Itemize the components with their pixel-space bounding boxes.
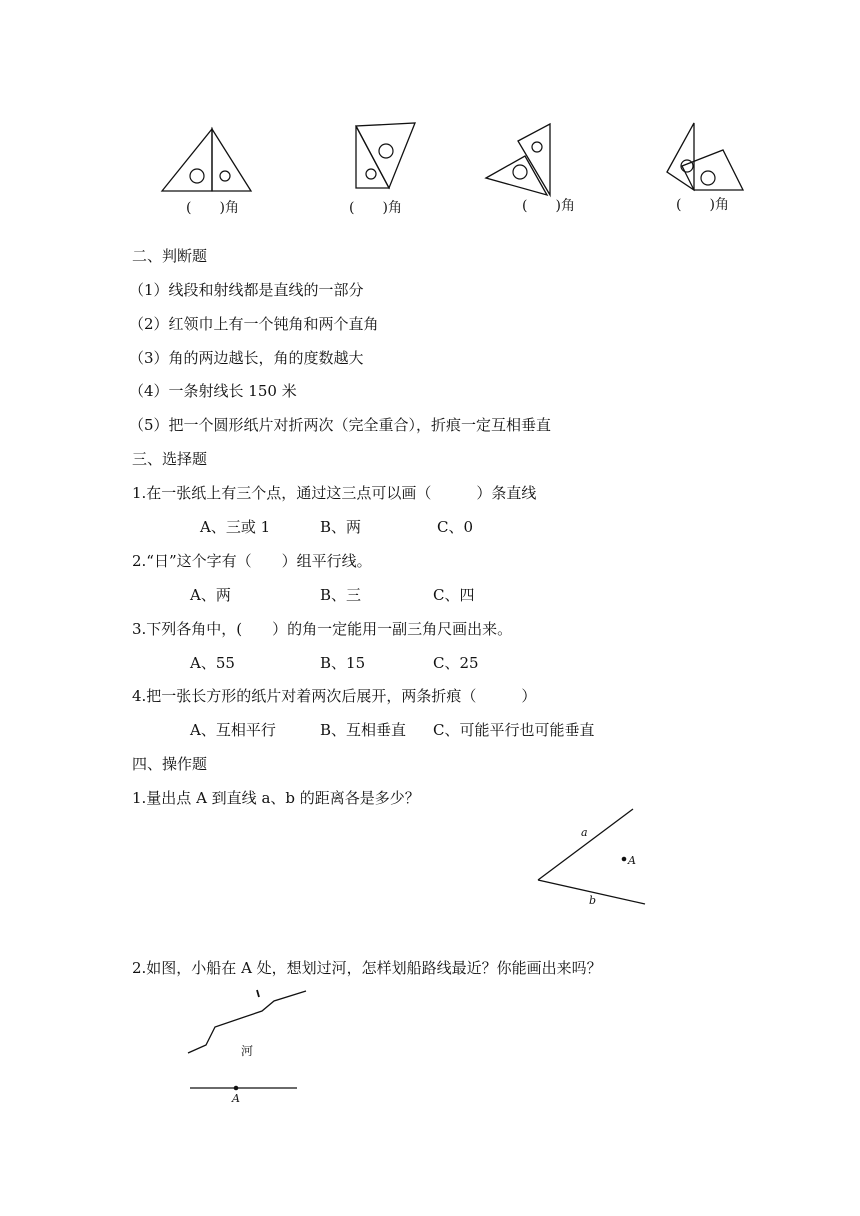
question-3-stem: 3.下列各角中，( ）的角一定能用一副三角尺画出来。 xyxy=(132,620,513,638)
boat-point-label: A xyxy=(232,1092,240,1105)
point-a-label: A xyxy=(628,854,636,867)
figure-3-caption xyxy=(522,196,575,216)
angle-blank[interactable]: ( ) xyxy=(522,198,561,214)
line-b-label: b xyxy=(589,894,597,907)
angle-blank[interactable]: ( ) xyxy=(676,197,715,213)
angle-blank[interactable]: ( ) xyxy=(186,200,225,216)
angle-suffix: 角 xyxy=(560,198,575,214)
angle-suffix: 角 xyxy=(387,200,402,216)
question-4-option-a[interactable]: A、互相平行 xyxy=(190,721,276,739)
angle-lines-figure xyxy=(530,800,660,915)
question-1-stem: 1.在一张纸上有三个点，通过这三点可以画（ ）条直线 xyxy=(132,484,537,502)
judgement-item-4: （4）一条射线长 150 米 xyxy=(129,382,297,400)
angle-suffix: 角 xyxy=(224,200,239,216)
judgement-item-1: （1）线段和射线都是直线的一部分 xyxy=(129,281,364,299)
question-2-option-b[interactable]: B、三 xyxy=(320,586,362,604)
figure-2-caption xyxy=(349,198,402,218)
section2-heading: 二、判断题 xyxy=(132,247,208,265)
angle-blank[interactable]: ( ) xyxy=(349,200,388,216)
question-1-option-a[interactable]: A、三或 1 xyxy=(200,518,271,536)
question-3-option-a[interactable]: A、55 xyxy=(190,654,235,672)
river-label: 河 xyxy=(241,1044,254,1058)
triangle-figure-4 xyxy=(660,118,750,198)
question-1-option-b[interactable]: B、两 xyxy=(320,518,362,536)
judgement-item-2: （2）红领巾上有一个钝角和两个直角 xyxy=(129,315,379,333)
judgement-item-3: （3）角的两边越长，角的度数越大 xyxy=(129,349,364,367)
angle-suffix: 角 xyxy=(714,197,729,213)
section4-heading: 四、操作题 xyxy=(132,755,208,773)
line-a-label: a xyxy=(581,826,588,839)
question-3-option-b[interactable]: B、15 xyxy=(320,654,366,672)
question-1-option-c[interactable]: C、0 xyxy=(437,518,474,536)
river-figure xyxy=(180,985,310,1110)
figure-1-caption xyxy=(186,198,239,218)
question-4-stem: 4.把一张长方形的纸片对着两次后展开，两条折痕（ ） xyxy=(132,687,537,705)
question-2-option-c[interactable]: C、四 xyxy=(433,586,475,604)
operation-question-1: 1.量出点 A 到直线 a、b 的距离各是多少？ xyxy=(132,789,420,807)
triangle-figure-3 xyxy=(480,118,560,198)
triangle-figure-2 xyxy=(345,118,425,198)
question-4-option-c[interactable]: C、可能平行也可能垂直 xyxy=(433,721,595,739)
question-2-option-a[interactable]: A、两 xyxy=(190,586,231,604)
question-4-option-b[interactable]: B、互相垂直 xyxy=(320,721,407,739)
operation-question-2: 2.如图，小船在 A 处，想划过河，怎样划船路线最近？你能画出来吗？ xyxy=(132,959,602,977)
section3-heading: 三、选择题 xyxy=(132,450,208,468)
question-2-stem: 2.“日”这个字有（ ）组平行线。 xyxy=(132,552,372,570)
question-3-option-c[interactable]: C、25 xyxy=(433,654,479,672)
judgement-item-5: （5）把一个圆形纸片对折两次（完全重合），折痕一定互相垂直 xyxy=(129,416,552,434)
figure-4-caption xyxy=(676,195,729,215)
